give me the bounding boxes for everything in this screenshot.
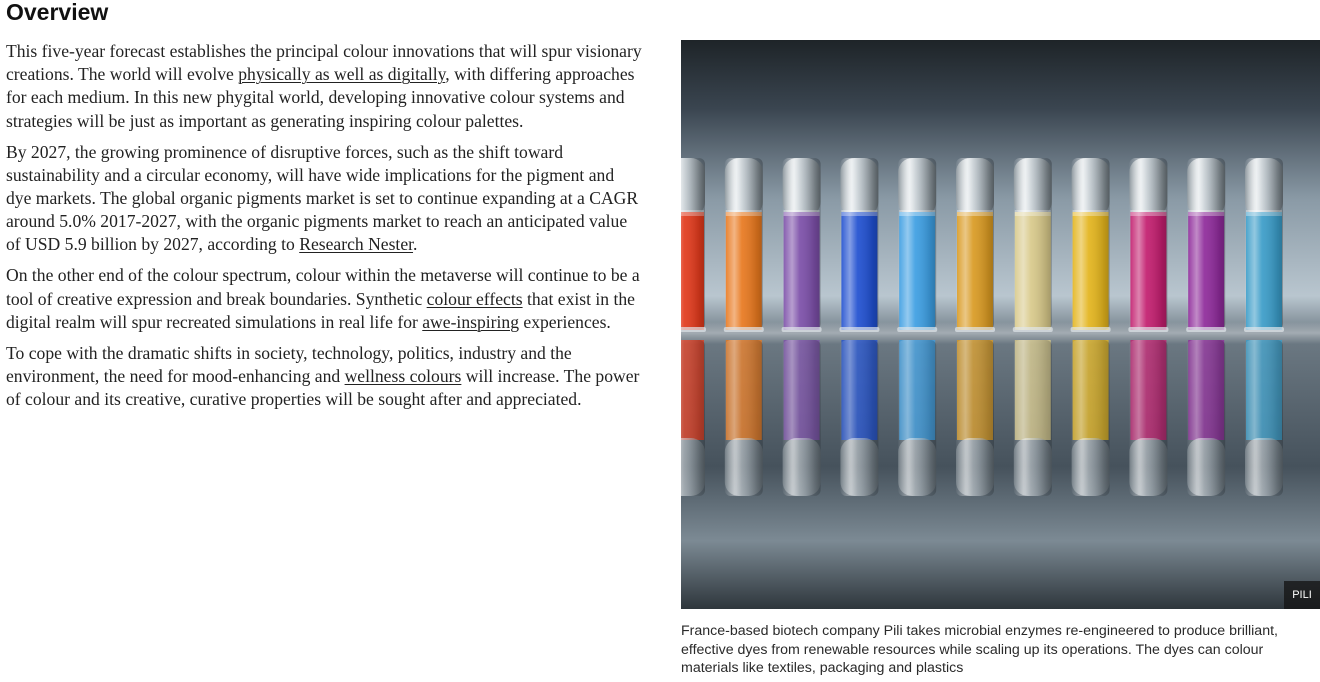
paragraph-text: . — [413, 234, 418, 255]
test-tube — [955, 158, 995, 496]
reflection-shine — [1245, 340, 1283, 496]
image-credit: PILI — [1284, 581, 1320, 609]
reflection-shine — [898, 340, 936, 496]
tube-shine — [1129, 158, 1167, 330]
article-body — [6, 40, 642, 419]
tube-shine — [681, 158, 705, 330]
reflection-shine — [1129, 340, 1167, 496]
paragraph-text: that exist in the digital realm will spur recreated simulations in real life for — [6, 288, 635, 332]
link-awe-inspiring[interactable]: awe-inspiring — [422, 311, 519, 332]
reflection-shine — [1187, 340, 1225, 496]
tube-shine — [725, 158, 763, 330]
tube-base — [1013, 327, 1053, 332]
tube-shine — [840, 158, 878, 330]
tube-shine — [1245, 158, 1283, 330]
tube-shine — [1187, 158, 1225, 330]
paragraph-text: On the other end of the colour spectrum, colour within the metaverse will continue to be a tool of creative expression and break boundaries. Synthetic — [6, 265, 640, 309]
paragraph-text: To cope with the dramatic shifts in society, technology, politics, industry and the environment, the need for mood-enhancing and — [6, 342, 572, 387]
paragraph-text: , with differing approaches for each medium. In this new phygital world, developing innovative colour systems and strategies will be just as important as generating inspiring colour palettes. — [6, 64, 635, 131]
paragraph-text: experiences. — [519, 311, 611, 332]
reflection-shine — [956, 340, 994, 496]
test-tube — [782, 158, 822, 496]
tube-base — [955, 327, 995, 332]
article-image — [681, 40, 1320, 609]
paragraph-1 — [6, 40, 642, 133]
tube-shine — [898, 158, 936, 330]
link-wellness-colours[interactable]: wellness colours — [344, 366, 462, 387]
test-tube — [681, 158, 706, 496]
tube-base — [1071, 327, 1111, 332]
reflection-shine — [1014, 340, 1052, 496]
paragraph-text: This five-year forecast establishes the principal colour innovations that will spur visionary creations. The world will evolve — [6, 41, 642, 85]
tube-base — [1186, 327, 1226, 332]
link-physically-digitally[interactable]: physically as well as digitally — [238, 64, 446, 85]
test-tube — [897, 158, 937, 496]
test-tube — [1244, 158, 1284, 496]
tube-shine — [956, 158, 994, 330]
tube-base — [1128, 327, 1168, 332]
link-colour-effects[interactable]: colour effects — [426, 288, 523, 309]
paragraph-text: By 2027, the growing prominence of disruptive forces, such as the shift toward sustainability and a circular economy, will have wide implications for the pigment and dye markets. The global organic pigments market is set to continue expanding at a CAGR around 5.0% 2017-2027, with the organic pigments market to reach an anticipated value of USD 5.9 billion by 2027, according to — [6, 141, 639, 255]
test-tube — [724, 158, 764, 496]
tube-base — [1244, 327, 1284, 332]
reflection-shine — [1072, 340, 1110, 496]
test-tube — [839, 158, 879, 496]
link-research-nester[interactable]: Research Nester — [299, 234, 414, 255]
paragraph-text: will increase. The power of colour and its creative, curative properties will be sought after and appreciated. — [6, 366, 640, 410]
tube-shine — [1072, 158, 1110, 330]
image-caption: France-based biotech company Pili takes microbial enzymes re-engineered to produce brilliant, effective dyes from renewable resources while scaling up its operations. The dyes can colour materials like textiles, packaging and plastics — [681, 623, 1278, 676]
tube-shine — [783, 158, 821, 330]
tube-base — [681, 327, 706, 332]
test-tube — [1186, 158, 1226, 496]
reflection-shine — [783, 340, 821, 496]
reflection-shine — [840, 340, 878, 496]
reflection-shine — [681, 340, 705, 496]
paragraph-2 — [6, 141, 642, 257]
tube-base — [724, 327, 764, 332]
tube-base — [782, 327, 822, 332]
test-tubes-photo — [681, 40, 1320, 609]
section-heading: Overview — [6, 0, 109, 25]
test-tube — [1013, 158, 1053, 496]
tube-base — [839, 327, 879, 332]
tube-shine — [1014, 158, 1052, 330]
tube-base — [897, 327, 937, 332]
test-tube — [1071, 158, 1111, 496]
reflection-shine — [725, 340, 763, 496]
paragraph-4 — [6, 342, 642, 412]
test-tube — [1128, 158, 1168, 496]
paragraph-3 — [6, 264, 642, 334]
